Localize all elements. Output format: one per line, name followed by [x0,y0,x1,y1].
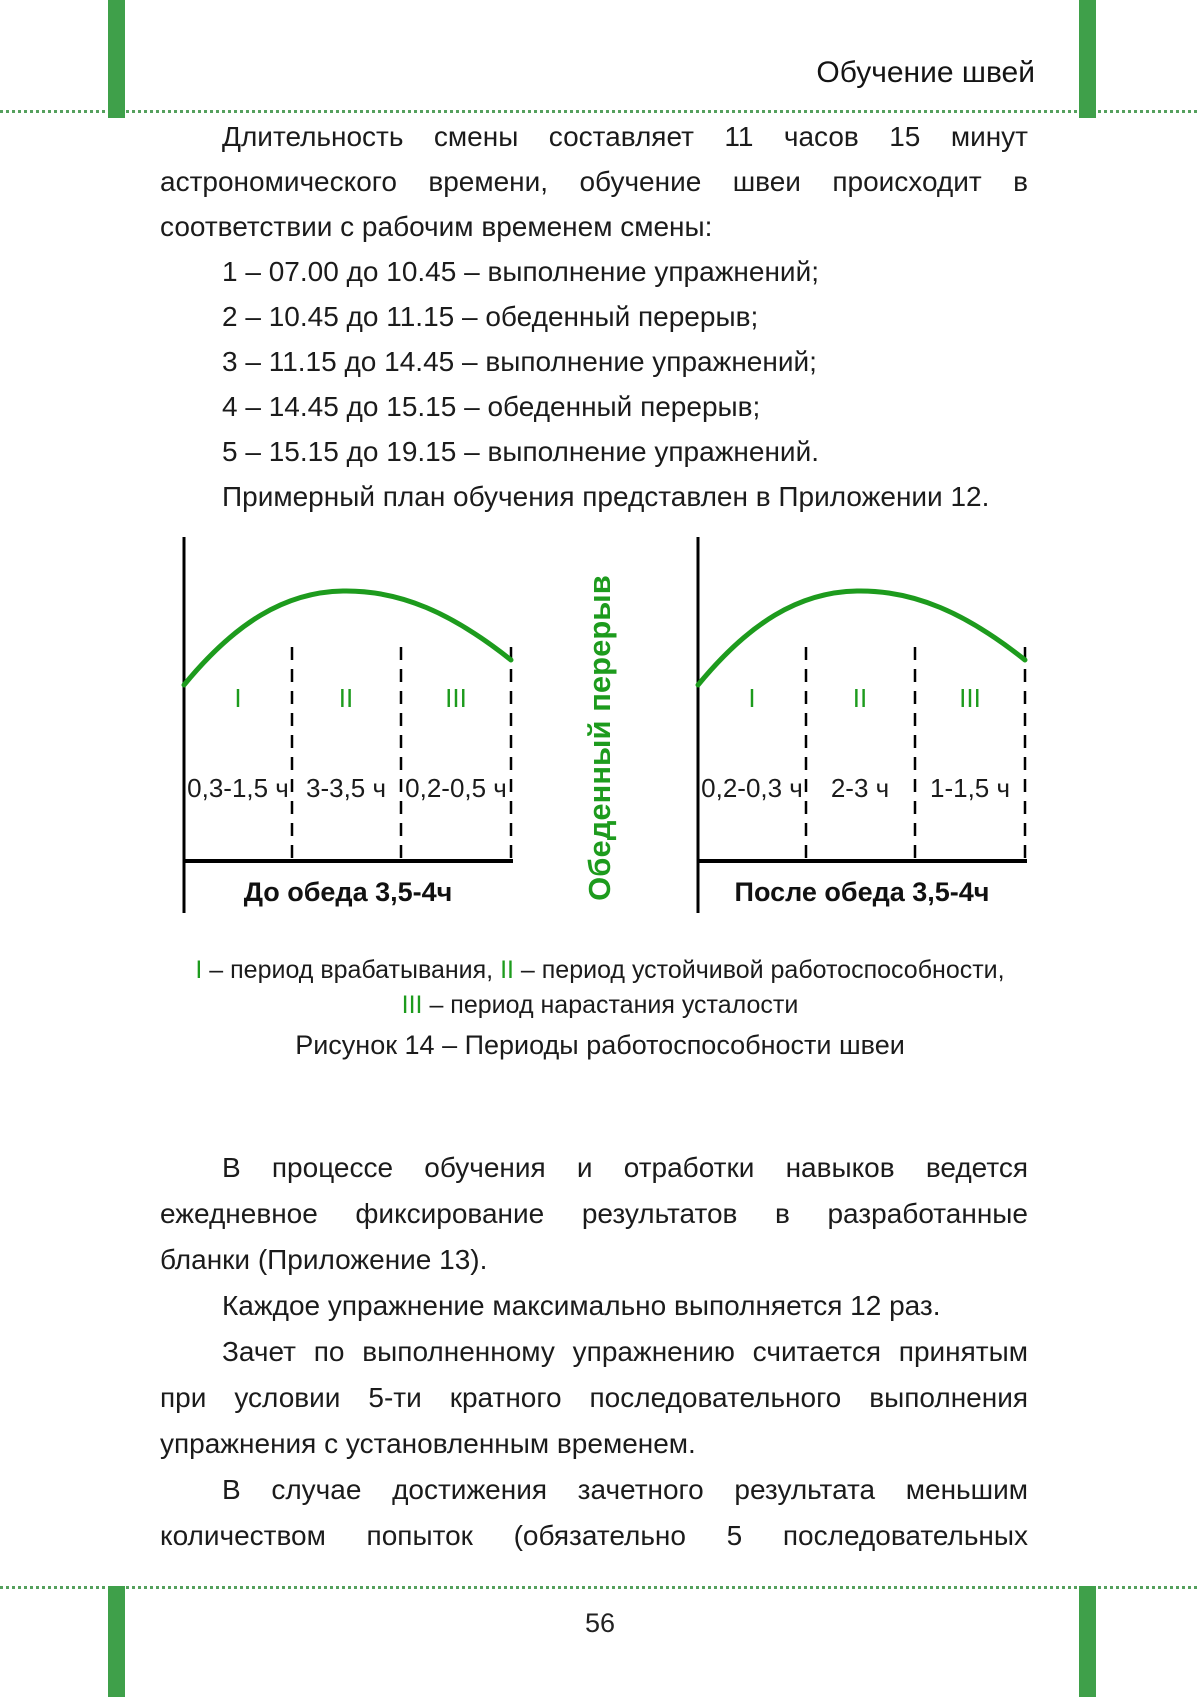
body-paragraphs [160,1145,1028,1559]
dotted-rule-top [0,110,1200,113]
period-numeral: III [445,683,467,713]
schedule-list-item: 2 – 10.45 до 11.15 – обеденный перерыв; [222,301,759,332]
period-duration: 0,2-0,3 ч [701,773,803,803]
period-duration: 3-3,5 ч [305,773,387,803]
legend-numeral: II [500,956,514,984]
paragraph-line: В процессе обучения и отработки навыков ведется [222,1152,1028,1183]
chart-canvas [694,535,1029,915]
paragraph-line: Каждое упражнение максимально выполняется 12 раз. [222,1290,941,1321]
period-duration: 2-3 ч [830,773,890,803]
paragraph-line: астрономического времени, обучение швеи происходит в [160,166,1028,197]
period-numeral: II [338,683,354,713]
legend-text: – период устойчивой работоспособности, [513,956,1005,984]
x-axis-caption: После обеда 3,5-4ч [734,877,990,907]
performance-curve [698,591,1025,685]
running-head: Обучение швей [816,56,1035,89]
chart-canvas [180,535,515,915]
paragraph-line: бланки (Приложение 13). [160,1244,488,1275]
schedule-list-item: 3 – 11.15 до 14.45 – выполнение упражнений; [222,346,817,377]
paragraph-line: Зачет по выполненному упражнению считается принятым [222,1336,1028,1367]
period-duration: 0,3-1,5 ч [187,773,289,803]
x-axis-caption: До обеда 3,5-4ч [243,877,453,907]
figure-caption: Рисунок 14 – Периоды работоспособности швеи [295,1030,905,1060]
intro-paragraph [160,114,1028,519]
legend-numeral: III [401,991,423,1019]
green-margin-bar-top-right [1079,0,1096,118]
lunch-break-vertical-label: Обеденный перерыв [582,575,617,901]
period-numeral: II [852,683,868,713]
green-margin-bar-bottom-right [1079,1586,1096,1697]
chart-after-lunch [694,535,1029,915]
green-margin-bar-top-left [108,0,125,118]
legend-text: – период врабатывания, [202,956,501,984]
paragraph-line: упражнения с установленным временем. [160,1428,696,1459]
paragraph-line: при условии 5-ти кратного последовательного выполнения [160,1382,1028,1413]
dotted-rule-bottom [0,1586,1200,1589]
page-number: 56 [584,1608,616,1638]
schedule-list-item: 4 – 14.45 до 15.15 – обеденный перерыв; [222,391,761,422]
schedule-list-item: 1 – 07.00 до 10.45 – выполнение упражнений; [222,256,819,287]
period-numeral: I [234,683,242,713]
figure-legend-line-2 [0,991,1200,1020]
paragraph-line: В случае достижения зачетного результата меньшим [222,1474,1028,1505]
period-duration: 1-1,5 ч [929,773,1011,803]
paragraph-line: количеством попыток (обязательно 5 последовательных [160,1520,1028,1551]
chart-before-lunch [180,535,515,915]
legend-text: – период нарастания усталости [422,991,799,1019]
figure-legend-line-1 [0,956,1200,985]
paragraph-line: Длительность смены составляет 11 часов 15 минут [222,121,1028,152]
green-margin-bar-bottom-left [108,1586,125,1697]
period-numeral: I [748,683,756,713]
paragraph-line: соответствии с рабочим временем смены: [160,211,713,242]
period-duration: 0,2-0,5 ч [405,773,507,803]
performance-curve [184,591,511,685]
paragraph-line: Примерный план обучения представлен в Приложении 12. [222,481,990,512]
paragraph-line: ежедневное фиксирование результатов в разработанные [160,1198,1028,1229]
schedule-list-item: 5 – 15.15 до 19.15 – выполнение упражнений. [222,436,819,467]
legend-numeral: I [195,956,203,984]
period-numeral: III [959,683,981,713]
